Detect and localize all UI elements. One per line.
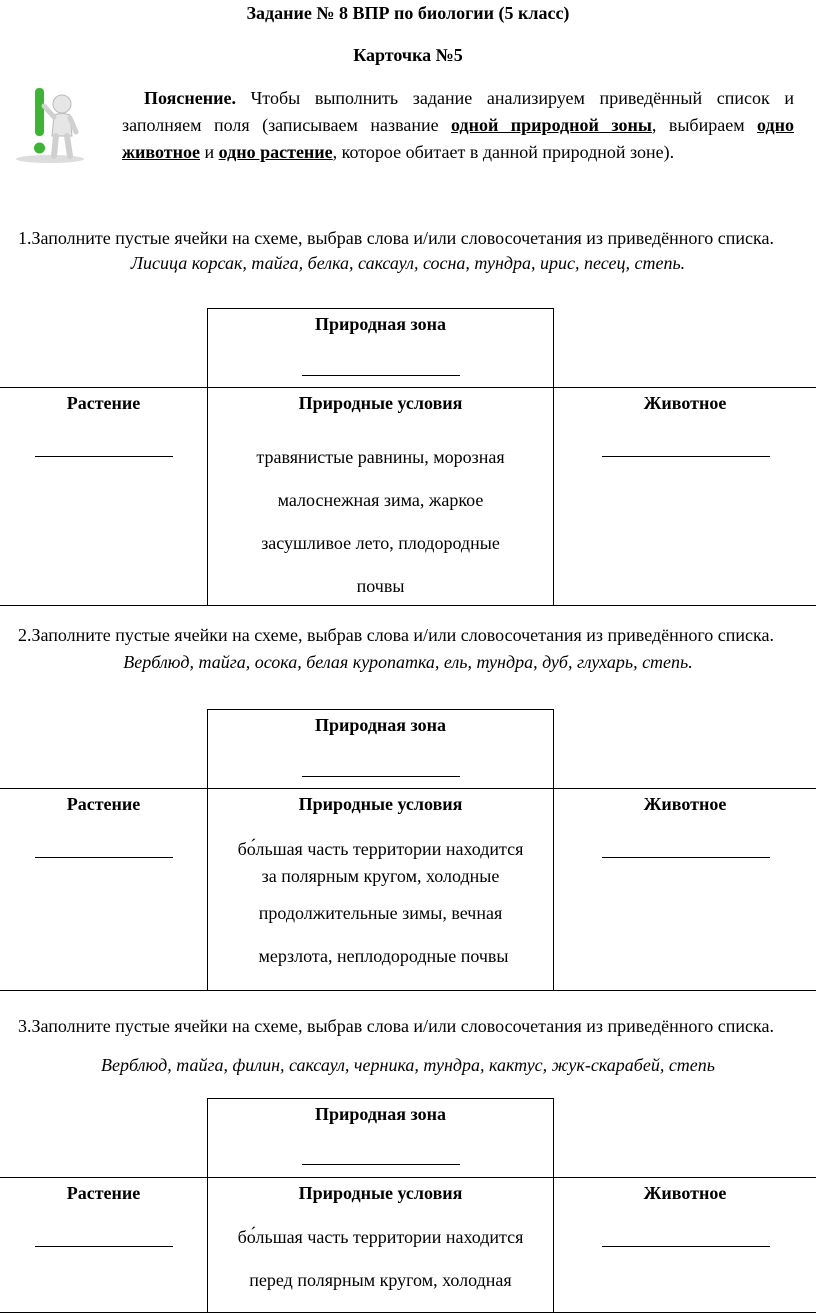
explanation xyxy=(122,85,794,166)
plant-answer-blank[interactable] xyxy=(35,1246,173,1247)
animal-answer-blank[interactable] xyxy=(602,857,770,858)
animal-label: Животное xyxy=(643,393,727,413)
zone-cell xyxy=(207,1098,554,1177)
explanation-text: , которое обитает в данной природной зоне). xyxy=(332,142,675,162)
task-number: 3. xyxy=(18,1016,32,1036)
plant-cell xyxy=(0,789,207,990)
zone-answer-blank[interactable] xyxy=(302,1164,460,1165)
conditions-line: перед полярным кругом, холодная xyxy=(249,1270,512,1290)
explanation-emphasis: одно животное xyxy=(122,115,794,162)
plant-label: Растение xyxy=(66,794,141,814)
conditions-cell xyxy=(207,388,554,605)
plant-answer-blank[interactable] xyxy=(35,456,173,457)
conditions-line: травянистые равнины, морозная xyxy=(256,447,505,467)
conditions-label: Природные условия xyxy=(298,393,463,413)
conditions-line: малоснежная зима, жаркое xyxy=(277,490,484,510)
animal-answer-blank[interactable] xyxy=(602,456,770,457)
word-list: Лисица корсак, тайга, белка, саксаул, сосна, тундра, ирис, песец, степь. xyxy=(130,253,686,273)
scheme-row xyxy=(0,1177,816,1313)
word-list: Верблюд, тайга, филин, саксаул, черника, тундра, кактус, жук-скарабей, степь xyxy=(101,1055,715,1075)
task-question: Заполните пустые ячейки на схеме, выбрав слова и/или словосочетания из приведённого списка. xyxy=(31,228,774,248)
zone-label: Природная зона xyxy=(314,314,447,334)
conditions-line: бо́льшая часть территории находится xyxy=(237,1227,524,1247)
exclamation-figure-icon xyxy=(10,86,90,166)
animal-cell xyxy=(554,1178,816,1312)
page-title: Задание № 8 ВПР по биологии (5 класс) xyxy=(246,3,570,23)
conditions-cell xyxy=(207,789,554,990)
explanation-text: , выбираем xyxy=(651,115,758,135)
conditions-line: бо́льшая часть территории находится xyxy=(237,839,524,859)
task-3 xyxy=(0,1014,816,1078)
task-number: 1. xyxy=(18,228,32,248)
conditions-line: почвы xyxy=(356,576,405,596)
scheme-row xyxy=(0,387,816,606)
plant-answer-blank[interactable] xyxy=(35,857,173,858)
task-question: Заполните пустые ячейки на схеме, выбрав слова и/или словосочетания из приведённого списка. xyxy=(31,625,774,645)
explanation-emphasis: одно растение xyxy=(218,142,333,162)
plant-cell xyxy=(0,388,207,605)
explanation-text: и xyxy=(200,142,219,162)
plant-label: Растение xyxy=(66,1183,141,1203)
scheme-row xyxy=(0,788,816,991)
explanation-text: Чтобы выполнить задание анализируем приведённый список и заполняем поля (записываем название xyxy=(122,88,794,135)
conditions-line: продолжительные зимы, вечная xyxy=(258,903,503,923)
explanation-emphasis: одной природной зоны xyxy=(451,115,652,135)
plant-label: Растение xyxy=(66,393,141,413)
task-question: Заполните пустые ячейки на схеме, выбрав слова и/или словосочетания из приведённого списка. xyxy=(31,1016,774,1036)
card-title: Карточка №5 xyxy=(353,45,463,65)
conditions-line: засушливое лето, плодородные xyxy=(261,533,500,553)
task-1 xyxy=(0,226,816,276)
animal-label: Животное xyxy=(643,1183,727,1203)
zone-label: Природная зона xyxy=(314,715,447,735)
animal-answer-blank[interactable] xyxy=(602,1246,770,1247)
zone-label: Природная зона xyxy=(314,1104,447,1124)
animal-label: Животное xyxy=(643,794,727,814)
zone-answer-blank[interactable] xyxy=(302,776,460,777)
task-number: 2. xyxy=(18,625,32,645)
conditions-label: Природные условия xyxy=(298,794,463,814)
zone-answer-blank[interactable] xyxy=(302,375,460,376)
conditions-line: мерзлота, неплодородные почвы xyxy=(258,946,509,966)
explanation-lead: Пояснение. xyxy=(144,88,236,108)
conditions-cell xyxy=(207,1178,554,1312)
plant-cell xyxy=(0,1178,207,1312)
task-2 xyxy=(0,623,816,675)
animal-cell xyxy=(554,789,816,990)
word-list: Верблюд, тайга, осока, белая куропатка, ель, тундра, дуб, глухарь, степь. xyxy=(123,652,693,672)
animal-cell xyxy=(554,388,816,605)
conditions-line: за полярным кругом, холодные xyxy=(261,866,500,886)
conditions-label: Природные условия xyxy=(298,1183,463,1203)
